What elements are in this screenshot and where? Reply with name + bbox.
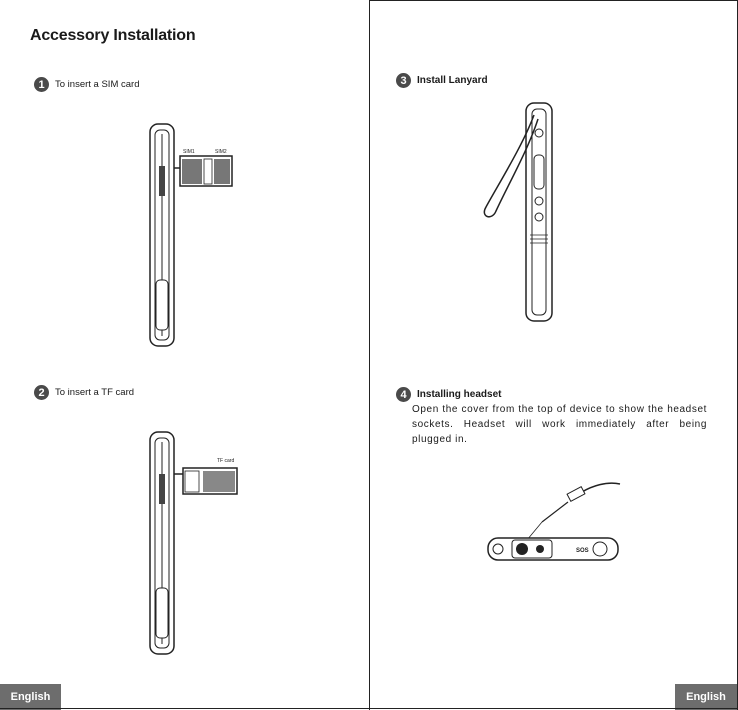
step-3-number: 3: [396, 73, 411, 88]
step-4-number: 4: [396, 387, 411, 402]
step-1-number: 1: [34, 77, 49, 92]
step-2-heading: [34, 385, 134, 400]
sim-card-illustration: [145, 120, 265, 350]
bottom-border: [0, 708, 738, 709]
step-4-description: Open the cover from the top of device to show the headset sockets. Headset will work immediately after being plugged in.: [412, 404, 707, 445]
step-1-heading: [34, 77, 139, 92]
step-2-label: To insert a TF card: [55, 387, 135, 398]
headset-illustration: [482, 476, 642, 586]
step-1-label: To insert a SIM card: [55, 79, 140, 90]
tf-card-label: TF card: [217, 458, 235, 464]
right-page: [369, 0, 738, 710]
tf-card-illustration: [145, 428, 265, 658]
lanyard-illustration: [478, 95, 598, 335]
step-4-heading: [396, 387, 501, 402]
language-tab-left: English: [0, 684, 61, 710]
step-3-label: Install Lanyard: [417, 75, 488, 86]
language-tab-right: English: [675, 684, 737, 710]
step-2-number: 2: [34, 385, 49, 400]
step-4-label: Installing headset: [417, 389, 502, 400]
page-title: Accessory Installation: [30, 27, 196, 44]
sim1-label: SIM1: [183, 149, 195, 155]
sim2-label: SIM2: [215, 149, 227, 155]
sos-button-label: SOS: [576, 548, 589, 554]
step-3-heading: [396, 73, 488, 88]
left-page: [0, 0, 368, 710]
